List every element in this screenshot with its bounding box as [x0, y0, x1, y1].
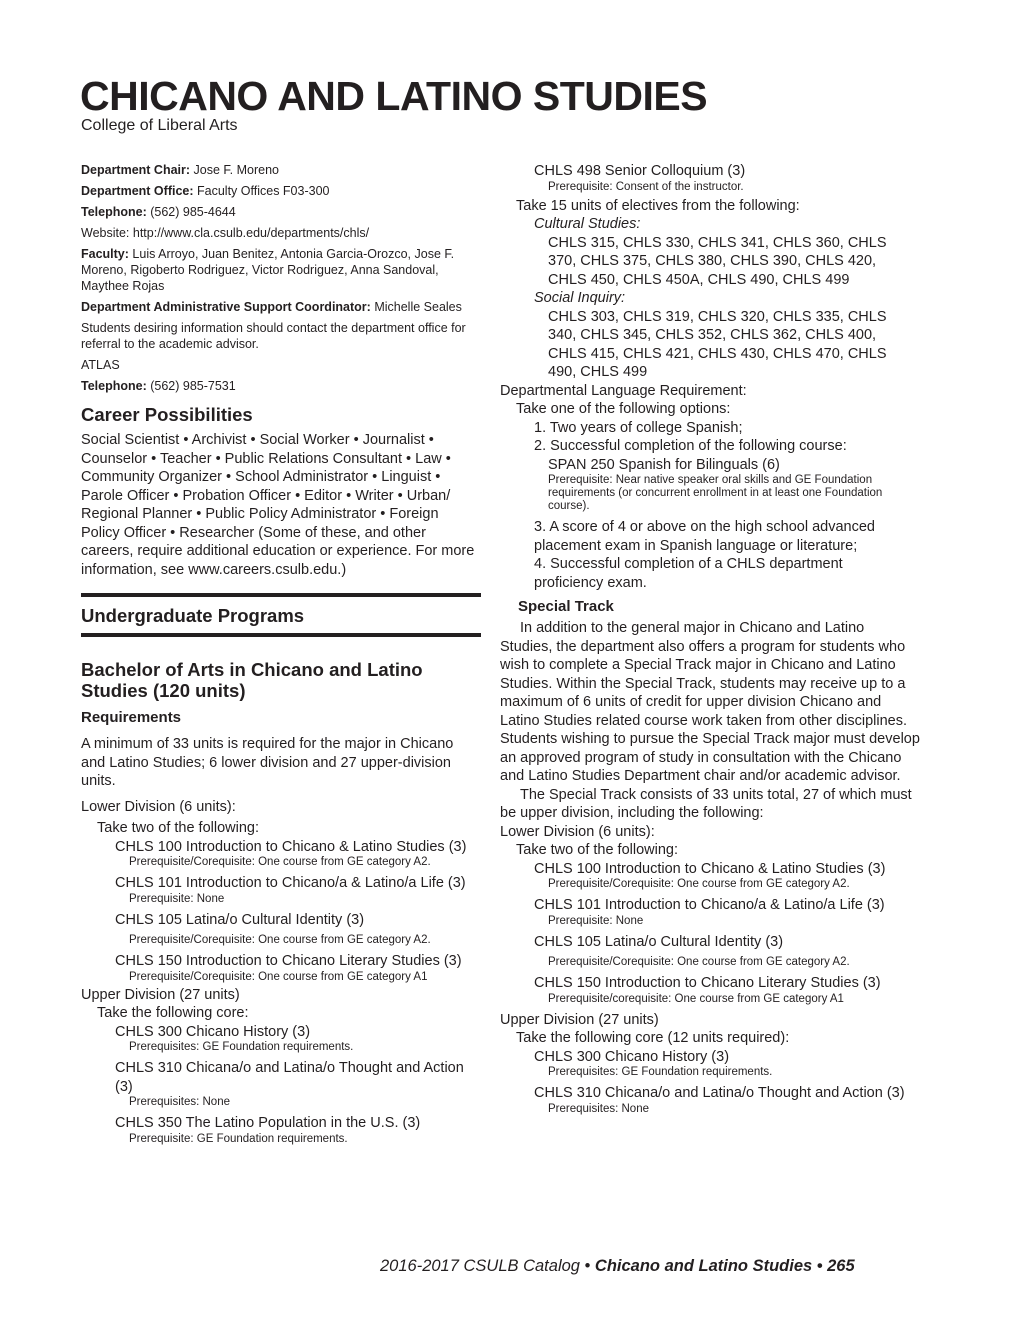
upper-division-label: Upper Division (27 units): [81, 986, 240, 1003]
coordinator-line: Department Administrative Support Coordinator: Michelle Seales: [81, 300, 462, 314]
requirements-heading: Requirements: [81, 709, 182, 726]
st-prereq-chls310: Prerequisites: None: [548, 1102, 649, 1115]
take-two-label: Take two of the following:: [97, 820, 260, 836]
take-core-label: Take the following core:: [97, 1005, 249, 1021]
st-course-chls150: CHLS 150 Introduction to Chicano Literary Studies (3): [534, 975, 881, 991]
special-track-heading: Special Track: [518, 598, 614, 615]
left-column: [81, 162, 481, 1146]
course-chls150: CHLS 150 Introduction to Chicano Literary Studies (3): [115, 953, 462, 969]
course-chls498: CHLS 498 Senior Colloquium (3): [534, 163, 746, 179]
office-line: Department Office: Faculty Offices F03-300: [81, 184, 330, 198]
prereq-chls350: Prerequisite: GE Foundation requirements.: [129, 1132, 348, 1145]
faculty-line: Faculty: Luis Arroyo, Juan Benitez, Antonia Garcia-Orozco, Jose F. Moreno, Rigoberto Rodriguez, Victor Rodriguez, Anna Sandoval, Maythee Rojas: [81, 247, 455, 293]
st-course-chls100: CHLS 100 Introduction to Chicano & Latino Studies (3): [534, 860, 886, 877]
st-course-chls101: CHLS 101 Introduction to Chicano/a & Latino/a Life (3): [534, 897, 885, 913]
prereq-chls498: Prerequisite: Consent of the instructor.: [548, 180, 744, 193]
prereq-chls105: Prerequisite/Corequisite: One course from GE category A2.: [129, 934, 431, 946]
atlas-telephone-line: Telephone: (562) 985-7531: [81, 379, 236, 393]
st-prereq-chls101: Prerequisite: None: [548, 914, 644, 927]
language-requirement-label: Departmental Language Requirement:: [500, 382, 747, 399]
course-chls310: CHLS 310 Chicana/o and Latina/o Thought and Action (3): [115, 1060, 464, 1095]
option-3: 3. A score of 4 or above on the high school advanced placement exam in Spanish language or literature;: [534, 519, 875, 554]
career-text: Social Scientist • Archivist • Social Worker • Journalist • Counselor • Teacher • Public Relations Consultant • Law • Community Organizer • School Administrator • Linguist • Parole Officer • Probation Officer • Editor • Writer • Urban/ Regional Planner • Public Policy Administrator • Foreign Policy Officer • Researcher (Some of these, and other careers, require additional education or experience. For more information, see www.careers.csulb.edu.): [81, 432, 475, 578]
prereq-chls150: Prerequisite/Corequisite: One course from GE category A1: [129, 970, 428, 983]
st-prereq-chls100: Prerequisite/Corequisite: One course from GE category A2.: [548, 878, 850, 890]
contact-note: Students desiring information should contact the department office for referral to the academic advisor.: [81, 321, 466, 351]
telephone-line: Telephone: (562) 985-4644: [81, 205, 236, 219]
footer-catalog: 2016-2017 CSULB Catalog: [380, 1257, 580, 1275]
lower-division-label: Lower Division (6 units):: [81, 798, 236, 815]
course-chls350: CHLS 350 The Latino Population in the U.S. (3): [115, 1115, 421, 1131]
social-inquiry-label: Social Inquiry:: [534, 290, 626, 306]
course-chls100: CHLS 100 Introduction to Chicano & Latino Studies (3): [115, 838, 467, 855]
st-upper-division-label: Upper Division (27 units): [500, 1011, 659, 1028]
st-course-chls310: CHLS 310 Chicana/o and Latina/o Thought and Action (3): [534, 1085, 905, 1101]
electives-label: Take 15 units of electives from the following:: [516, 197, 800, 214]
st-prereq-chls150: Prerequisite/corequisite: One course from GE category A1: [548, 992, 844, 1005]
option-2: 2. Successful completion of the following course:: [534, 438, 847, 454]
atlas-line: ATLAS: [81, 358, 120, 372]
take-one-label: Take one of the following options:: [516, 401, 731, 417]
st-take-two-label: Take two of the following:: [516, 842, 679, 858]
course-chls105: CHLS 105 Latina/o Cultural Identity (3): [115, 911, 365, 928]
st-prereq-chls105: Prerequisite/Corequisite: One course from GE category A2.: [548, 956, 850, 968]
special-track-paragraph-2: The Special Track consists of 33 units total, 27 of which must be upper division, including the following:: [500, 786, 912, 821]
prereq-chls300: Prerequisites: GE Foundation requirements.: [129, 1041, 354, 1053]
social-inquiry-list: CHLS 303, CHLS 319, CHLS 320, CHLS 335, CHLS 340, CHLS 345, CHLS 352, CHLS 362, CHLS 400, CHLS 415, CHLS 421, CHLS 430, CHLS 470, CHLS 490, CHLS 499: [548, 308, 887, 380]
st-course-chls105: CHLS 105 Latina/o Cultural Identity (3): [534, 933, 784, 950]
requirements-text: A minimum of 33 units is required for the major in Chicano and Latino Studies; 6 lower division and 27 upper-division units.: [81, 736, 454, 789]
chair-line: Department Chair: Jose F. Moreno: [81, 163, 279, 177]
prereq-chls101: Prerequisite: None: [129, 892, 225, 905]
st-take-core-label: Take the following core (12 units required):: [516, 1030, 790, 1046]
website-line: Website: http://www.cla.csulb.edu/departments/chls/: [81, 226, 370, 240]
page-subtitle: College of Liberal Arts: [81, 117, 238, 134]
option-1: 1. Two years of college Spanish;: [534, 419, 743, 436]
career-heading: Career Possibilities: [81, 404, 253, 425]
course-chls101: CHLS 101 Introduction to Chicano/a & Latino/a Life (3): [115, 875, 466, 891]
prereq-chls310: Prerequisites: None: [129, 1096, 230, 1108]
footer-separator: •: [579, 1257, 595, 1275]
st-lower-division-label: Lower Division (6 units):: [500, 823, 655, 840]
section-rule-bottom: [81, 633, 481, 637]
course-span250: SPAN 250 Spanish for Bilinguals (6): [548, 456, 780, 473]
prereq-span250: Prerequisite: Near native speaker oral skills and GE Foundation requirements (or concurrent enrollment in at least one Foundation course).: [548, 474, 883, 512]
st-prereq-chls300: Prerequisites: GE Foundation requirements.: [548, 1066, 773, 1078]
option-4: 4. Successful completion of a CHLS department proficiency exam.: [534, 556, 843, 591]
cultural-studies-list: CHLS 315, CHLS 330, CHLS 341, CHLS 360, CHLS 370, CHLS 375, CHLS 380, CHLS 390, CHLS 420, CHLS 450, CHLS 450A, CHLS 490, CHLS 499: [548, 234, 887, 288]
right-column: [500, 162, 920, 1116]
ba-heading: Bachelor of Arts in Chicano and Latino Studies (120 units): [81, 659, 423, 701]
undergrad-heading: Undergraduate Programs: [81, 605, 305, 626]
st-course-chls300: CHLS 300 Chicano History (3): [534, 1048, 730, 1065]
page-footer: [380, 1257, 855, 1276]
cultural-studies-label: Cultural Studies:: [534, 216, 641, 232]
prereq-chls100: Prerequisite/Corequisite: One course from GE category A2.: [129, 856, 431, 868]
special-track-paragraph-1: In addition to the general major in Chicano and Latino Studies, the department also offers a program for students who wish to complete a Special Track major in Chicano and Latino Studies. Within the Special Track, students may receive up to a maximum of 6 units of credit for upper division Chicano and Latino Studies related course work taken from other disciplines. Students wishing to pursue the Special Track major must develop an approved program of study in consultation with the Chicano and Latino Studies Department chair and/or academic advisor.: [500, 620, 920, 784]
footer-section: Chicano and Latino Studies • 265: [594, 1257, 855, 1275]
section-rule-top: [81, 593, 481, 597]
page-title: CHICANO AND LATINO STUDIES: [80, 73, 708, 119]
course-chls300: CHLS 300 Chicano History (3): [115, 1023, 311, 1040]
